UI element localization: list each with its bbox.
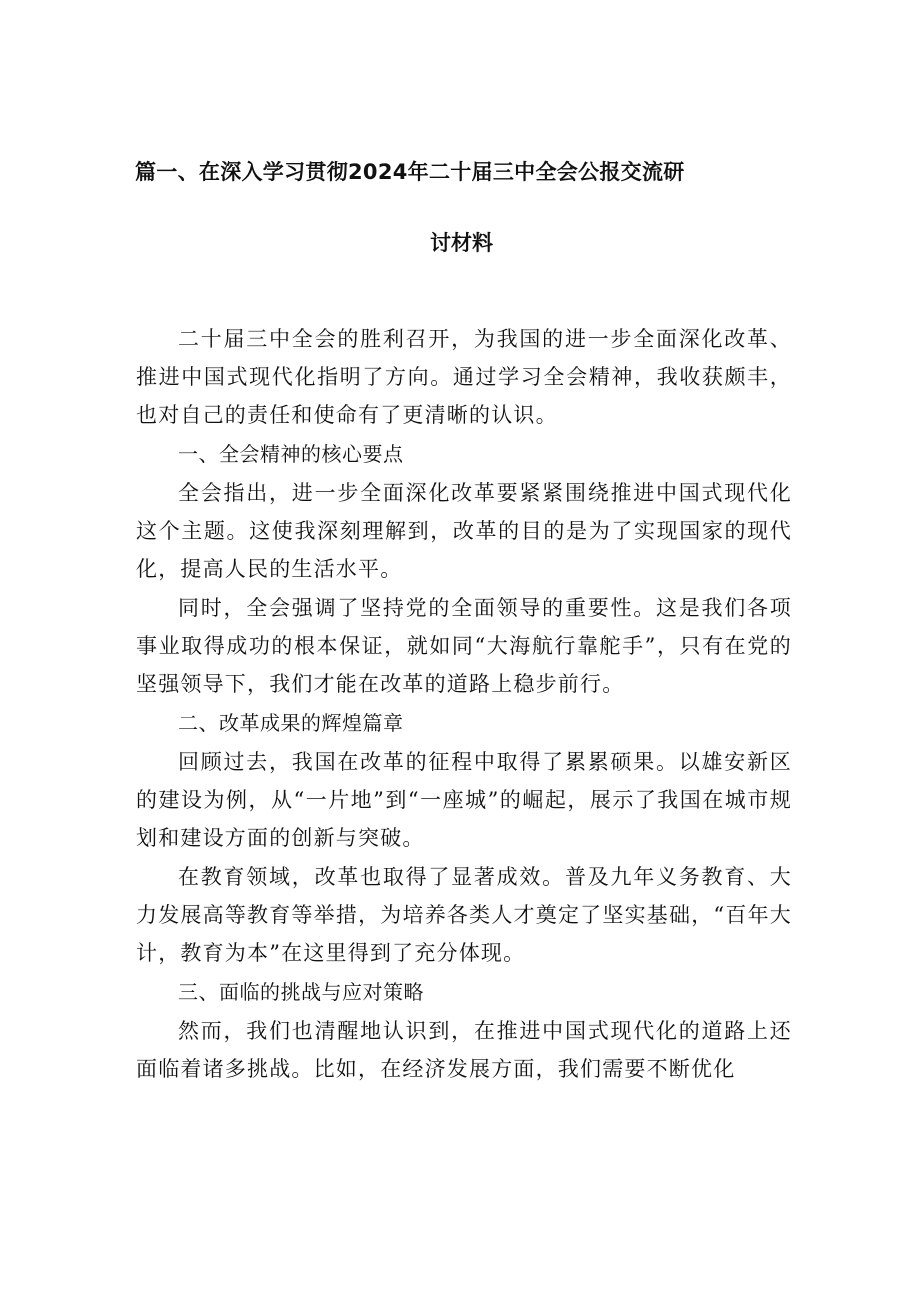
paragraph: 然而，我们也清醒地认识到，在推进中国式现代化的道路上还面临着诸多挑战。比如，在经济发展方面，我们需要不断优化 <box>136 1019 792 1081</box>
section-heading: 三、面临的挑战与应对策略 <box>178 980 424 1004</box>
paragraph: 在教育领域，改革也取得了显著成效。普及九年义务教育、大力发展高等教育等举措，为培养各类人才奠定了坚实基础，“百年大计，教育为本”在这里得到了充分体现。 <box>136 865 792 965</box>
section-heading: 二、改革成果的辉煌篇章 <box>178 711 404 735</box>
document-title-line-1: 篇一、在深入学习贯彻2024年二十届三中全会公报交流研 <box>135 160 685 184</box>
paragraph: 同时，全会强调了坚持党的全面领导的重要性。这是我们各项事业取得成功的根本保证，就如同“大海航行靠舵手”，只有在党的坚强领导下，我们才能在改革的道路上稳步前行。 <box>136 596 792 696</box>
section-heading: 一、全会精神的核心要点 <box>178 442 404 466</box>
paragraph: 全会指出，进一步全面深化改革要紧紧围绕推进中国式现代化这个主题。这使我深刻理解到，改革的目的是为了实现国家的现代化，提高人民的生活水平。 <box>136 481 792 581</box>
paragraph: 二十届三中全会的胜利召开，为我国的进一步全面深化改革、推进中国式现代化指明了方向。通过学习全会精神，我收获颇丰，也对自己的责任和使命有了更清晰的认识。 <box>136 327 792 427</box>
paragraph: 回顾过去，我国在改革的征程中取得了累累硕果。以雄安新区的建设为例，从“一片地”到“一座城”的崛起，展示了我国在城市规划和建设方面的创新与突破。 <box>136 750 792 850</box>
document-title-line-2: 讨材料 <box>430 231 493 255</box>
document-body <box>136 320 792 1089</box>
